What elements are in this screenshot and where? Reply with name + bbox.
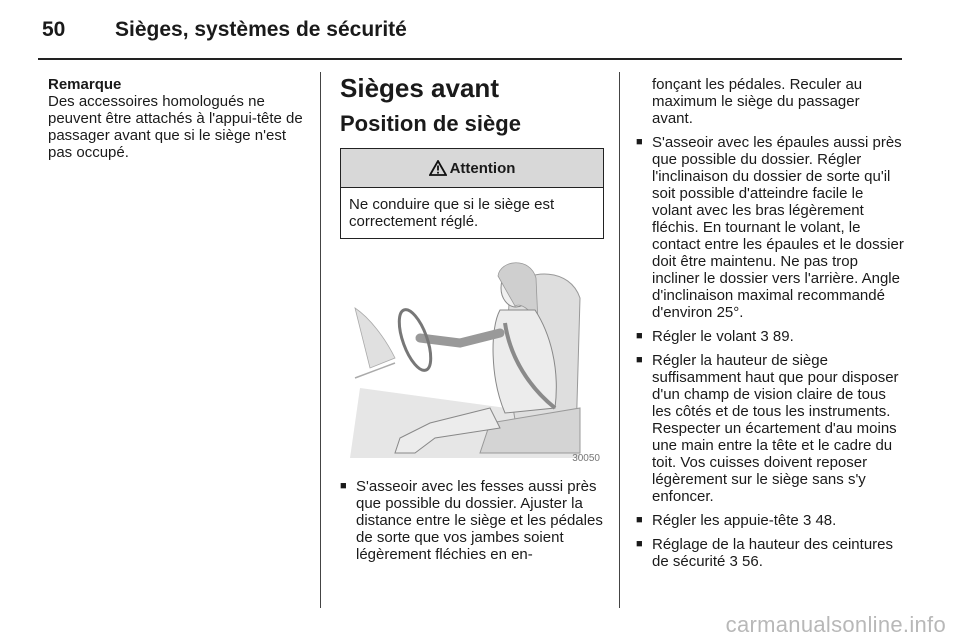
note-title: Remarque [48,76,122,93]
driver-seat-figure [340,248,602,466]
page-number: 50 [42,18,66,41]
list-item: ■ S'asseoir avec les fesses aussi près que possible du dossier. Ajuster la distance entre le siège et les pédales de sorte que vos jambes soient légèrement fléchies en en- [340,478,604,563]
section-subtitle: Position de siège [340,111,521,136]
attention-text: Ne conduire que si le siège est correctement réglé. [349,196,555,230]
continued-text: fonçant les pédales. Reculer au maximum le siège du passager avant. [652,76,863,127]
page-header [0,0,960,60]
list-item: ■ Régler le volant 3 89. [636,328,904,345]
note-text: Des accessoires homologués ne peuvent être attachés à l'appui-tête de passager avant que si le siège n'est pas occupé. [48,93,303,161]
column-divider-1 [320,72,321,608]
middle-column [340,72,604,563]
chapter-title: Sièges, systèmes de sécurité [115,18,407,41]
attention-header [341,149,603,188]
list-item: ■ Régler la hauteur de siège suffisamment haut que pour disposer d'un champ de vision claire de tous les côtés et de tous les instruments. Respecter un écartement d'au moins une main entre la tête et le cadre du toit. Vos cuisses doivent reposer légèrement sur le siège sans s'y enfoncer. [636,352,904,505]
right-column [636,76,904,577]
note-column [48,76,310,161]
list-item: ■ S'asseoir avec les épaules aussi près que possible du dossier. Régler l'inclinaison du dossier de sorte qu'il soit possible d'atteindre facile le volant avec les bras légèrement fléchis. En tournant le volant, le contact entre les épaules et le dossier doit être maintenu. Ne pas trop incliner le dossier vers l'arrière. Angle d'inclinaison maximal recommandé d'environ 25°. [636,134,904,321]
list-item: ■ Réglage de la hauteur des ceintures de sécurité 3 56. [636,536,904,570]
list-item: ■ Régler les appuie-tête 3 48. [636,512,904,529]
page-reference-link[interactable]: 3 48. [802,512,837,529]
page-reference-link[interactable]: 3 89. [760,328,794,345]
column-divider-2 [619,72,620,608]
section-title: Sièges avant [340,73,499,103]
seat-instructions-list-continued [636,134,904,570]
page-reference-link[interactable]: 3 56. [729,553,763,570]
seat-position-illustration [340,248,602,466]
watermark: carmanualsonline.info [725,612,946,637]
header-rule [38,58,902,60]
attention-title: Attention [449,159,516,177]
figure-number: 30050 [572,453,600,464]
attention-box [340,148,604,239]
seat-instructions-list [340,478,604,570]
warning-icon [429,160,447,176]
